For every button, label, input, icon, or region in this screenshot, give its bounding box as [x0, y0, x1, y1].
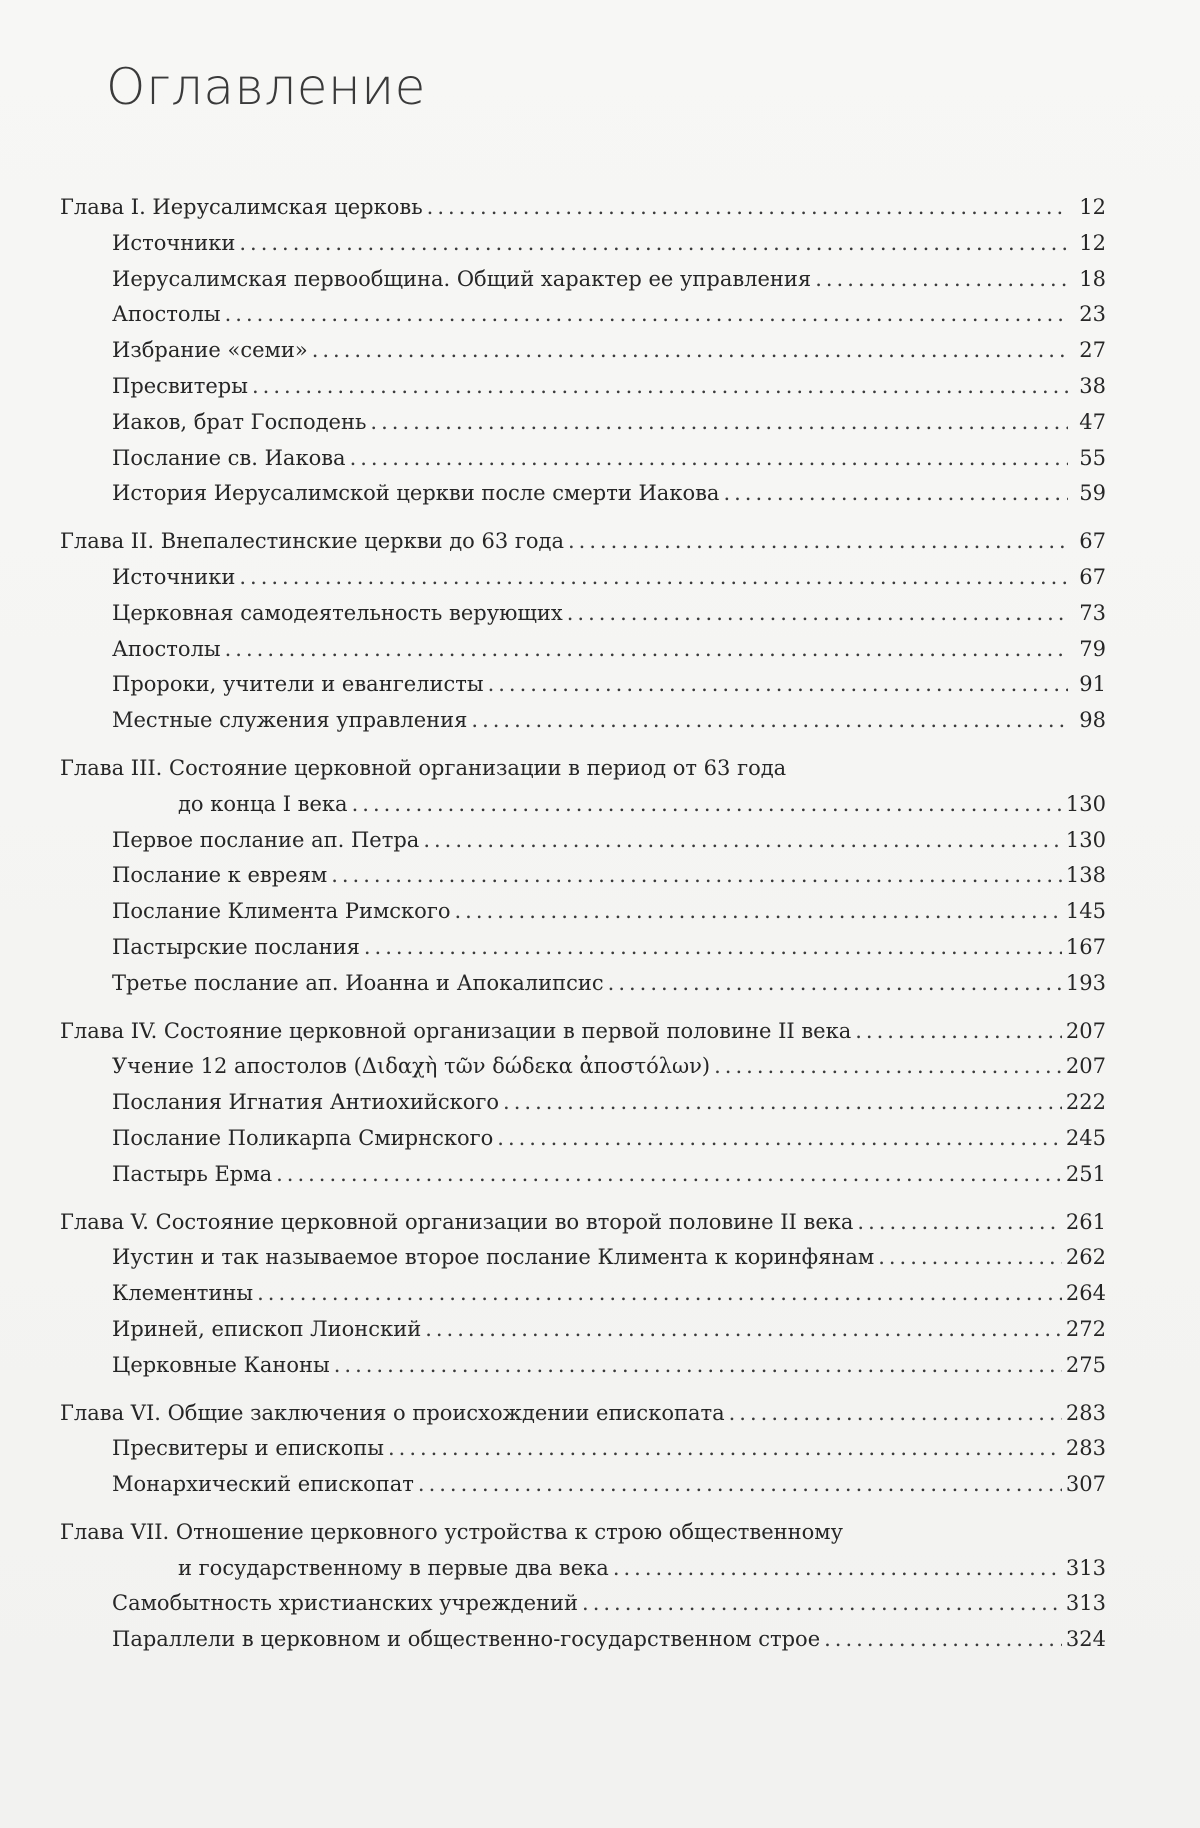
toc-chapter-entry-continued[interactable]	[60, 1551, 1106, 1587]
toc-section-entry[interactable]	[60, 476, 1106, 512]
dot-leader	[608, 966, 1062, 1002]
dot-leader	[855, 1014, 1062, 1050]
toc-section-entry[interactable]	[60, 297, 1106, 333]
chapter-3	[60, 751, 1106, 1002]
toc-section-entry[interactable]	[60, 1348, 1106, 1384]
dot-leader	[352, 787, 1062, 823]
toc-chapter-entry[interactable]	[60, 1515, 1106, 1551]
page-number: 245	[1065, 1125, 1106, 1150]
dot-leader	[497, 1121, 1062, 1157]
section-title: Местные служения управления	[112, 708, 468, 733]
page-number: 167	[1065, 934, 1106, 959]
chapter-5	[60, 1205, 1106, 1384]
dot-leader	[239, 226, 1068, 262]
section-title: Иерусалимская первообщина. Общий характер ее управления	[112, 266, 812, 291]
toc-section-entry[interactable]	[60, 1121, 1106, 1157]
table-of-contents	[60, 190, 1106, 1670]
page-number: 264	[1065, 1281, 1106, 1306]
section-title: Третье послание ап. Иоанна и Апокалипсис	[112, 970, 604, 995]
page-number: 12	[1079, 195, 1106, 219]
toc-section-entry[interactable]	[60, 1312, 1106, 1348]
section-title: Послание св. Иакова	[112, 445, 346, 470]
chapter-title: Глава IV. Состояние церковной организации в первой половине II века	[60, 1018, 852, 1043]
page-number: 130	[1065, 791, 1106, 816]
dot-leader	[567, 596, 1068, 632]
page-number: 23	[1079, 302, 1106, 327]
toc-chapter-entry[interactable]	[60, 1014, 1106, 1050]
page-number: 283	[1065, 1436, 1106, 1461]
dot-leader	[454, 894, 1061, 930]
dot-leader	[276, 1157, 1062, 1193]
section-title: Пастырские послания	[112, 934, 360, 959]
toc-chapter-entry[interactable]	[60, 1205, 1106, 1241]
toc-section-entry[interactable]	[60, 703, 1106, 739]
chapter-title: Глава VI. Общие заключения о происхождении епископата	[60, 1400, 725, 1425]
page-number: 222	[1065, 1090, 1106, 1115]
page-number: 59	[1079, 481, 1106, 506]
chapter-title: Глава VII. Отношение церковного устройства к строю общественному	[60, 1519, 843, 1544]
dot-leader	[503, 1085, 1062, 1121]
toc-section-entry[interactable]	[60, 632, 1106, 668]
toc-section-entry[interactable]	[60, 333, 1106, 369]
toc-section-entry[interactable]	[60, 405, 1106, 441]
toc-chapter-entry[interactable]	[60, 524, 1106, 560]
dot-leader	[714, 1049, 1062, 1085]
section-title: Пастырь Ерма	[112, 1161, 273, 1186]
toc-section-entry[interactable]	[60, 441, 1106, 477]
section-title: Источники	[112, 230, 236, 255]
toc-section-entry[interactable]	[60, 858, 1106, 894]
page-number: 207	[1065, 1054, 1106, 1079]
section-title: Послания Игнатия Антиохийского	[112, 1090, 500, 1115]
dot-leader	[729, 1396, 1062, 1432]
page-number: 67	[1079, 564, 1106, 589]
page-number: 272	[1065, 1316, 1106, 1341]
section-title: Параллели в церковном и общественно-государственном строе	[112, 1627, 821, 1652]
toc-section-entry[interactable]	[60, 596, 1106, 632]
toc-section-entry[interactable]	[60, 560, 1106, 596]
page-number: 55	[1079, 445, 1106, 470]
page-number: 12	[1079, 230, 1106, 255]
page-number: 18	[1079, 266, 1106, 291]
page-number: 38	[1079, 373, 1106, 398]
section-title: Пресвитеры и епископы	[112, 1436, 384, 1461]
section-title: Пророки, учители и евангелисты	[112, 672, 484, 697]
section-title: Иустин и так называемое второе послание Климента к коринфянам	[112, 1245, 875, 1270]
section-title: Церковные Каноны	[112, 1352, 330, 1377]
page-number: 79	[1079, 636, 1106, 661]
page-number: 261	[1065, 1209, 1106, 1234]
chapter-title-continued: и государственному в первые два века	[178, 1555, 609, 1580]
section-title: Клементины	[112, 1281, 254, 1306]
section-title: Самобытность христианских учреждений	[112, 1591, 579, 1616]
section-title: Послание Поликарпа Смирнского	[112, 1125, 494, 1150]
page-number: 251	[1065, 1161, 1106, 1186]
toc-section-entry[interactable]	[60, 894, 1106, 930]
page-number: 130	[1065, 827, 1106, 852]
toc-chapter-entry[interactable]	[60, 751, 1106, 787]
page-number: 145	[1065, 899, 1106, 924]
toc-section-entry[interactable]	[60, 1276, 1106, 1312]
chapter-2	[60, 524, 1106, 739]
section-title: Послание Климента Римского	[112, 899, 451, 924]
toc-chapter-entry-continued[interactable]	[60, 787, 1106, 823]
page-number: 67	[1079, 529, 1106, 554]
section-title: Иаков, брат Господень	[112, 409, 367, 434]
section-title: Церковная самодеятельность верующих	[112, 600, 563, 625]
page-number: 47	[1079, 409, 1106, 434]
page-number: 313	[1065, 1591, 1106, 1616]
toc-section-entry[interactable]	[60, 1586, 1106, 1622]
page-number: 27	[1079, 338, 1106, 363]
page-number: 207	[1065, 1018, 1106, 1043]
dot-leader	[388, 1431, 1062, 1467]
chapter-1	[60, 190, 1106, 512]
chapter-title: Глава I. Иерусалимская церковь	[60, 195, 423, 219]
dot-leader	[815, 262, 1068, 298]
section-title: История Иерусалимской церкви после смерти Иакова	[112, 481, 720, 506]
toc-section-entry[interactable]	[60, 226, 1106, 262]
toc-section-entry[interactable]	[60, 369, 1106, 405]
dot-leader	[370, 405, 1068, 441]
page-number: 262	[1065, 1245, 1106, 1270]
dot-leader	[613, 1551, 1062, 1587]
section-title: Источники	[112, 564, 236, 589]
toc-section-entry[interactable]	[60, 1467, 1106, 1503]
section-title: Монархический епископат	[112, 1472, 414, 1497]
dot-leader	[723, 476, 1068, 512]
dot-leader	[418, 1467, 1062, 1503]
dot-leader	[488, 667, 1068, 703]
toc-section-entry[interactable]	[60, 1431, 1106, 1467]
section-title: Апостолы	[112, 636, 221, 661]
dot-leader	[350, 441, 1068, 477]
page-number: 98	[1079, 708, 1106, 733]
section-title: Послание к евреям	[112, 863, 328, 888]
section-title: Первое послание ап. Петра	[112, 827, 420, 852]
chapter-title: Глава II. Внепалестинские церкви до 63 года	[60, 529, 564, 554]
page-number: 138	[1065, 863, 1106, 888]
page-number: 91	[1079, 672, 1106, 697]
section-title: Ириней, епископ Лионский	[112, 1316, 422, 1341]
dot-leader	[425, 1312, 1062, 1348]
section-title: Учение 12 апостолов (Διδαχὴ τῶν δώδεκα ἀποστόλων)	[112, 1054, 711, 1079]
toc-section-entry[interactable]	[60, 667, 1106, 703]
dot-leader	[312, 333, 1068, 369]
dot-leader	[857, 1205, 1061, 1241]
dot-leader	[427, 190, 1068, 226]
chapter-title: Глава III. Состояние церковной организации в период от 63 года	[60, 755, 787, 780]
section-title: Апостолы	[112, 302, 221, 327]
dot-leader	[568, 524, 1068, 560]
toc-section-entry[interactable]	[60, 262, 1106, 298]
page-title: Оглавление	[106, 58, 426, 116]
dot-leader	[423, 823, 1062, 859]
toc-section-entry[interactable]	[60, 823, 1106, 859]
page-number: 324	[1065, 1627, 1106, 1652]
toc-section-entry[interactable]	[60, 1240, 1106, 1276]
dot-leader	[878, 1240, 1062, 1276]
page-number: 193	[1065, 970, 1106, 995]
chapter-6	[60, 1396, 1106, 1503]
dot-leader	[334, 1348, 1062, 1384]
dot-leader	[225, 632, 1068, 668]
toc-section-entry[interactable]	[60, 930, 1106, 966]
dot-leader	[824, 1622, 1062, 1658]
dot-leader	[252, 369, 1068, 405]
dot-leader	[239, 560, 1068, 596]
toc-section-entry[interactable]	[60, 1049, 1106, 1085]
section-title: Избрание «семи»	[112, 338, 308, 363]
page-number: 307	[1065, 1472, 1106, 1497]
chapter-title: Глава V. Состояние церковной организации во второй половине II века	[60, 1209, 854, 1234]
page-number: 275	[1065, 1352, 1106, 1377]
dot-leader	[364, 930, 1062, 966]
section-title: Пресвитеры	[112, 373, 248, 398]
dot-leader	[225, 297, 1068, 333]
page-number: 313	[1065, 1555, 1106, 1580]
dot-leader	[582, 1586, 1062, 1622]
chapter-7	[60, 1515, 1106, 1658]
toc-chapter-entry[interactable]	[60, 190, 1106, 226]
toc-section-entry[interactable]	[60, 1085, 1106, 1121]
toc-section-entry[interactable]	[60, 1622, 1106, 1658]
dot-leader	[257, 1276, 1062, 1312]
dot-leader	[471, 703, 1068, 739]
chapter-title-continued: до конца I века	[178, 791, 348, 816]
toc-section-entry[interactable]	[60, 1157, 1106, 1193]
dot-leader	[331, 858, 1062, 894]
page-number: 73	[1079, 600, 1106, 625]
toc-chapter-entry[interactable]	[60, 1396, 1106, 1432]
page-number: 283	[1065, 1400, 1106, 1425]
toc-section-entry[interactable]	[60, 966, 1106, 1002]
chapter-4	[60, 1014, 1106, 1193]
